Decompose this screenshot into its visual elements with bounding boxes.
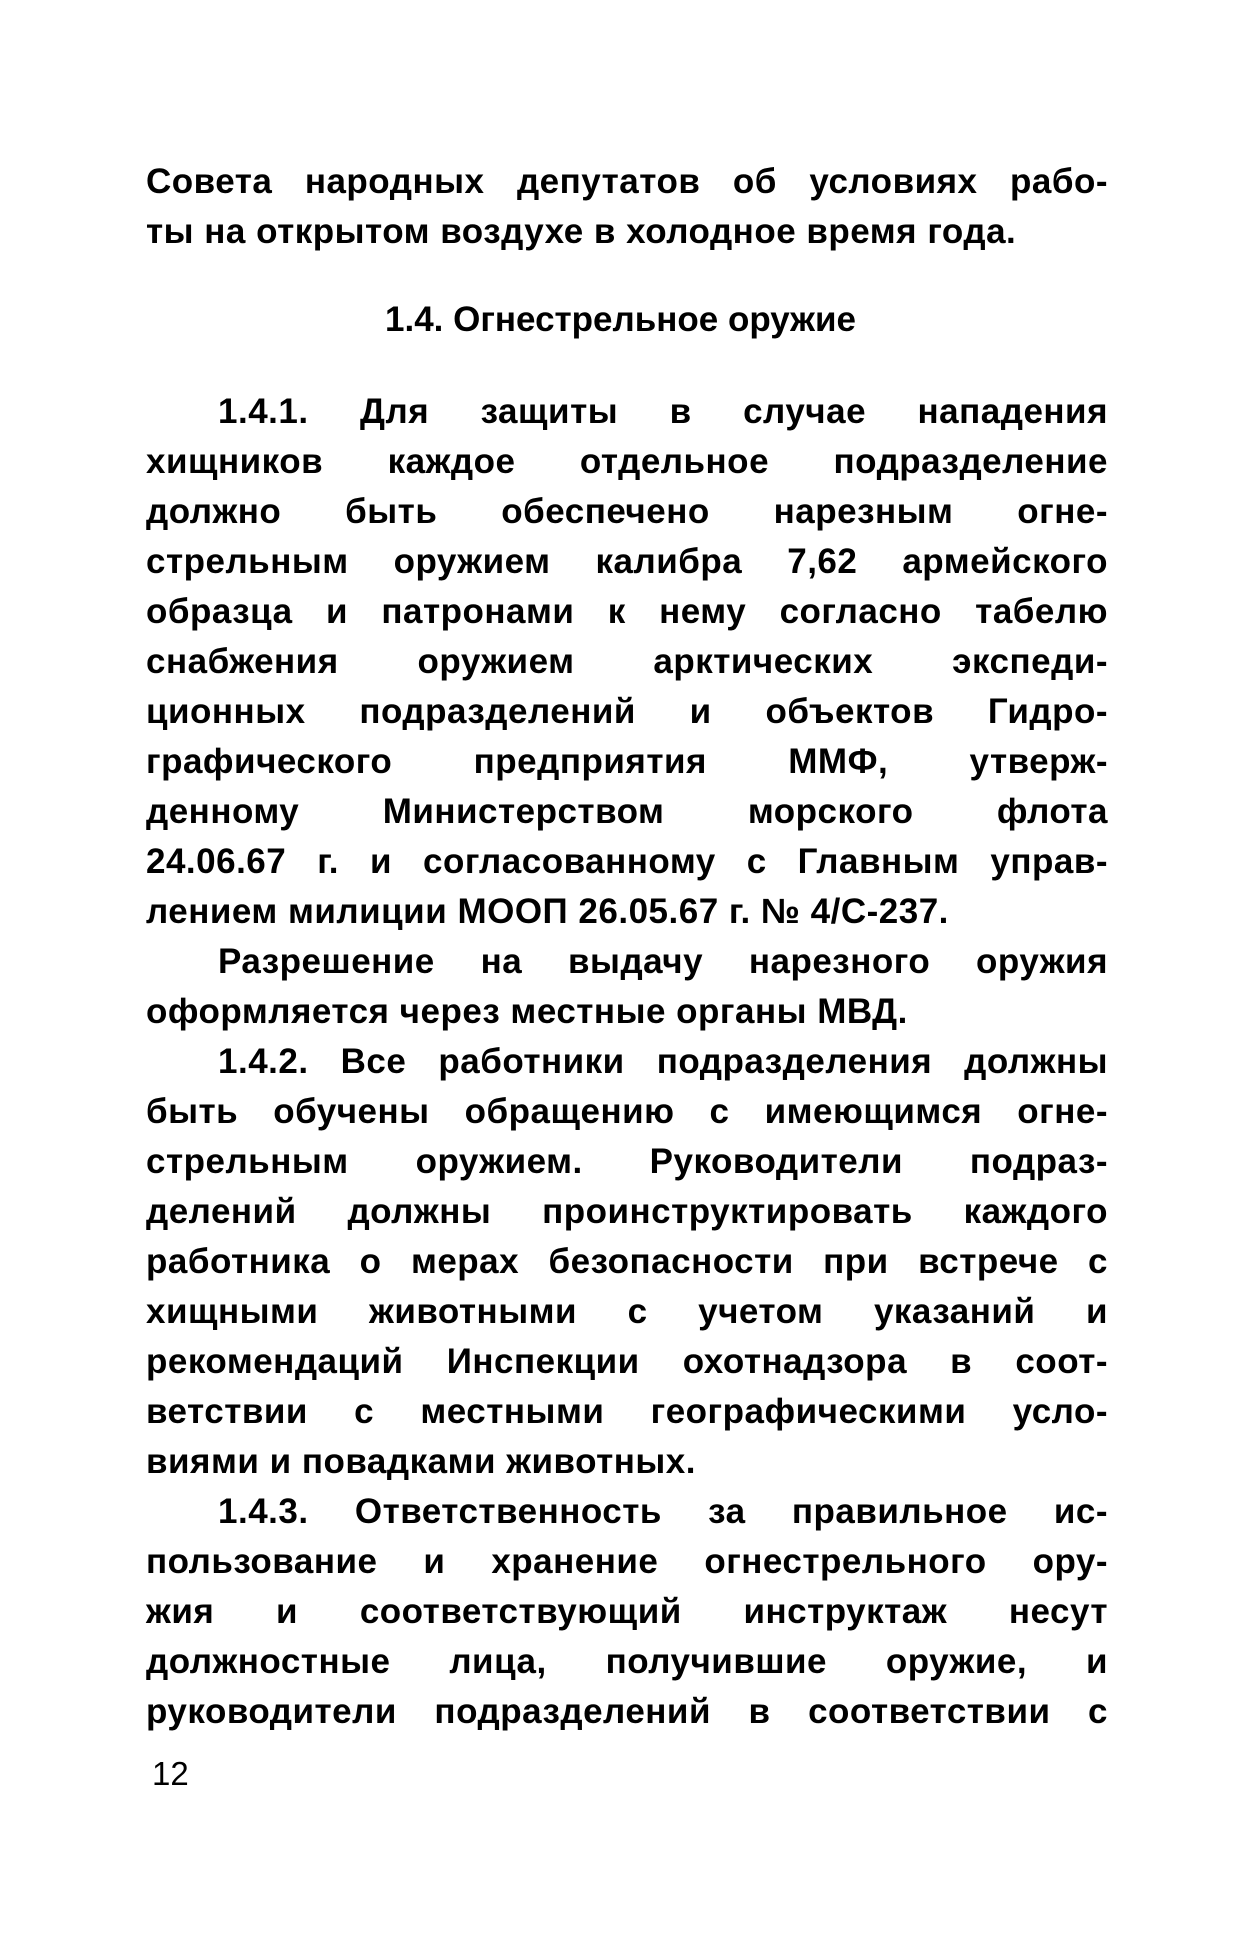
- text-line: 1.4.1. Для защиты в случае нападения: [218, 392, 1108, 431]
- text-line: ты на открытом воздухе в холодное время года.: [146, 212, 1017, 251]
- text-line: рекомендаций Инспекции охотнадзора в соот-: [146, 1342, 1108, 1381]
- text-line: делений должны проинструктировать каждого: [146, 1192, 1108, 1231]
- text-line: жия и соответствующий инструктаж несут: [146, 1592, 1108, 1631]
- text-line: 1.4.3. Ответственность за правильное ис-: [218, 1492, 1108, 1531]
- text-line: хищников каждое отдельное подразделение: [146, 442, 1108, 481]
- text-line: Совета народных депутатов об условиях рабо-: [146, 162, 1108, 201]
- text-line: 1.4.2. Все работники подразделения должны: [218, 1042, 1108, 1081]
- text-line: руководители подразделений в соответствии с: [146, 1692, 1108, 1731]
- section-heading: 1.4. Огнестрельное оружие: [385, 300, 856, 339]
- text-line: оформляется через местные органы МВД.: [146, 992, 908, 1031]
- text-line: хищными животными с учетом указаний и: [146, 1292, 1108, 1331]
- text-line: ционных подразделений и объектов Гидро-: [146, 692, 1108, 731]
- text-line: пользование и хранение огнестрельного ору-: [146, 1542, 1108, 1581]
- text-line: денному Министерством морского флота: [146, 792, 1108, 831]
- text-line: лением милиции МООП 26.05.67 г. № 4/С-237.: [146, 892, 949, 931]
- text-line: должно быть обеспечено нарезным огне-: [146, 492, 1108, 531]
- text-line: стрельным оружием. Руководители подраз-: [146, 1142, 1108, 1181]
- text-line: ветствии с местными географическими усло-: [146, 1392, 1108, 1431]
- text-line: стрельным оружием калибра 7,62 армейского: [146, 542, 1108, 581]
- text-line: графического предприятия ММФ, утверж-: [146, 742, 1108, 781]
- text-line: виями и повадками животных.: [146, 1442, 696, 1481]
- text-line: работника о мерах безопасности при встрече с: [146, 1242, 1108, 1281]
- text-line: снабжения оружием арктических экспеди-: [146, 642, 1108, 681]
- text-line: 24.06.67 г. и согласованному с Главным управ-: [146, 842, 1108, 881]
- text-line: Разрешение на выдачу нарезного оружия: [218, 942, 1108, 981]
- page-number: 12: [152, 1755, 189, 1792]
- text-line: образца и патронами к нему согласно табелю: [146, 592, 1108, 631]
- text-line: должностные лица, получившие оружие, и: [146, 1642, 1108, 1681]
- text-line: быть обучены обращению с имеющимся огне-: [146, 1092, 1108, 1131]
